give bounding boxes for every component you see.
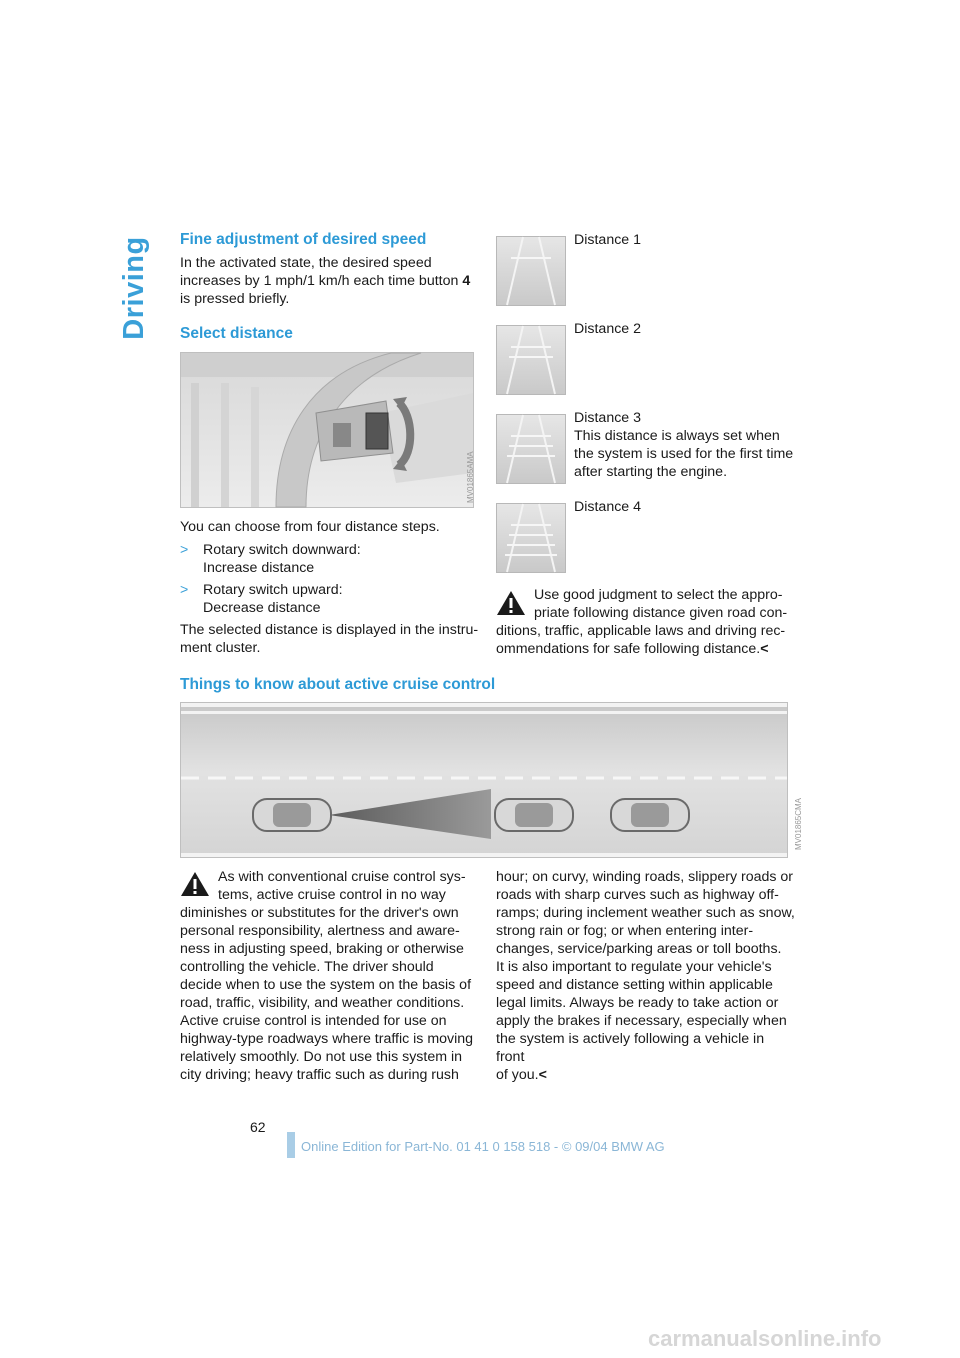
distance-3-note-3: after starting the engine.	[574, 464, 728, 480]
warning-line-4-text: ommendations for safe following distance.	[496, 641, 761, 657]
col2-line: ramps; during inclement weather such as snow,	[496, 905, 795, 921]
warning-line-1: Use good judgment to select the appro-	[534, 587, 783, 603]
fine-adjust-line-2	[180, 272, 480, 290]
rotary-switch-illustration	[180, 352, 474, 508]
fine-adjust-line-2-text: increases by 1 mph/1 km/h each time button	[180, 273, 463, 289]
bullet-body	[203, 541, 361, 577]
col2-line-last	[496, 1066, 796, 1084]
distance-4-label: Distance 4	[574, 499, 642, 515]
bullet-line-1: Rotary switch downward:	[203, 542, 361, 558]
distance-3-image	[496, 414, 566, 484]
col1-line: Active cruise control is intended for use on	[180, 1013, 447, 1029]
road-illustration	[180, 702, 788, 858]
road-drawing	[181, 703, 787, 857]
col1-line: ness in adjusting speed, braking or otherwise	[180, 941, 464, 957]
col1-line: city driving; heavy traffic such as during rush	[180, 1067, 459, 1083]
rotary-switch-drawing	[181, 353, 473, 507]
things-col-1	[180, 868, 480, 1084]
col2-line: It is also important to regulate your vehicle's	[496, 959, 772, 975]
col1-line: decide when to use the system on the basis of	[180, 977, 472, 993]
distance-3-block	[574, 409, 804, 481]
bullet-line-2: Increase distance	[203, 560, 315, 576]
select-distance-intro: You can choose from four distance steps.	[180, 519, 440, 535]
col2-last-text: of you.	[496, 1067, 539, 1083]
bullet-mark: >	[180, 582, 189, 598]
col1-line: diminishes or substitutes for the driver's own	[180, 905, 459, 921]
distance-4-image	[496, 503, 566, 573]
col2-line: changes, service/parking areas or toll booths.	[496, 941, 782, 957]
button-number: 4	[462, 273, 471, 289]
col2-line: roads with sharp curves such as highway off-	[496, 887, 779, 903]
fine-adjust-paragraph	[180, 254, 480, 308]
road-image-code: MV01865CMA	[794, 797, 803, 850]
col1-line: tems, active cruise control in no way	[218, 887, 446, 903]
distance-2-road-icon	[497, 326, 565, 394]
col1-line: road, traffic, visibility, and weather conditions.	[180, 995, 465, 1011]
col1-line: As with conventional cruise control sys-	[218, 869, 466, 885]
footer-edition-text: Online Edition for Part-No. 01 41 0 158 518 - © 09/04 BMW AG	[301, 1139, 665, 1154]
bullet-item-1	[180, 541, 470, 577]
col2-line: hour; on curvy, winding roads, slippery roads or	[496, 869, 794, 885]
bullet-body	[203, 581, 343, 617]
things-col-2	[496, 868, 796, 1084]
col1-line: highway-type roadways where traffic is moving	[180, 1031, 474, 1047]
section-title-text: Driving	[118, 236, 150, 340]
warning-line-4	[496, 640, 796, 658]
col1-line: relatively smoothly. Do not use this system in	[180, 1049, 463, 1065]
footer-bar	[287, 1132, 295, 1158]
distance-4-road-icon	[497, 504, 565, 572]
col2-line: the system is actively following a vehicle in front	[496, 1031, 765, 1065]
distance-1-image	[496, 236, 566, 306]
heading-fine-adjustment: Fine adjustment of desired speed	[180, 231, 427, 248]
distance-2-image	[496, 325, 566, 395]
bullet-mark: >	[180, 542, 189, 558]
outro-line-2: ment cluster.	[180, 640, 261, 656]
col2-line: strong rain or fog; or when entering inter-	[496, 923, 754, 939]
end-mark: <	[538, 1067, 547, 1083]
distance-3-note-2: the system is used for the first time	[574, 446, 794, 462]
bullet-line-1: Rotary switch upward:	[203, 582, 343, 598]
distance-warning-text	[496, 586, 796, 658]
bullet-line-2: Decrease distance	[203, 600, 321, 616]
fine-adjust-line-3: is pressed briefly.	[180, 291, 290, 307]
fine-adjust-line-1: In the activated state, the desired speed	[180, 255, 432, 271]
distance-1-road-icon	[497, 237, 565, 305]
bullet-item-2	[180, 581, 470, 617]
image-code: MV01865AMA	[466, 451, 475, 503]
outro-line-1: The selected distance is displayed in the instru-	[180, 622, 479, 638]
ego-car-icon	[253, 799, 331, 831]
end-mark: <	[760, 641, 769, 657]
section-title	[112, 238, 156, 338]
far-car-icon	[611, 799, 689, 831]
page-number: 62	[250, 1119, 266, 1135]
select-distance-outro	[180, 621, 480, 657]
col2-line: apply the brakes if necessary, especially when	[496, 1013, 787, 1029]
distance-3-road-icon	[497, 415, 565, 483]
warning-line-3: ditions, traffic, applicable laws and driving rec-	[496, 623, 786, 639]
lead-car-icon	[495, 799, 573, 831]
distance-3-note-1: This distance is always set when	[574, 428, 780, 444]
col2-line: legal limits. Always be ready to take action or	[496, 995, 779, 1011]
distance-1-label: Distance 1	[574, 232, 642, 248]
heading-things-to-know: Things to know about active cruise control	[180, 676, 496, 693]
distance-2-label: Distance 2	[574, 321, 642, 337]
col1-line: personal responsibility, alertness and aware-	[180, 923, 460, 939]
distance-3-label: Distance 3	[574, 410, 642, 426]
col2-line: speed and distance setting within applicable	[496, 977, 773, 993]
watermark: carmanualsonline.info	[648, 1326, 882, 1351]
warning-line-2: priate following distance given road con-	[534, 605, 788, 621]
col1-line: controlling the vehicle. The driver should	[180, 959, 434, 975]
heading-select-distance: Select distance	[180, 325, 293, 342]
